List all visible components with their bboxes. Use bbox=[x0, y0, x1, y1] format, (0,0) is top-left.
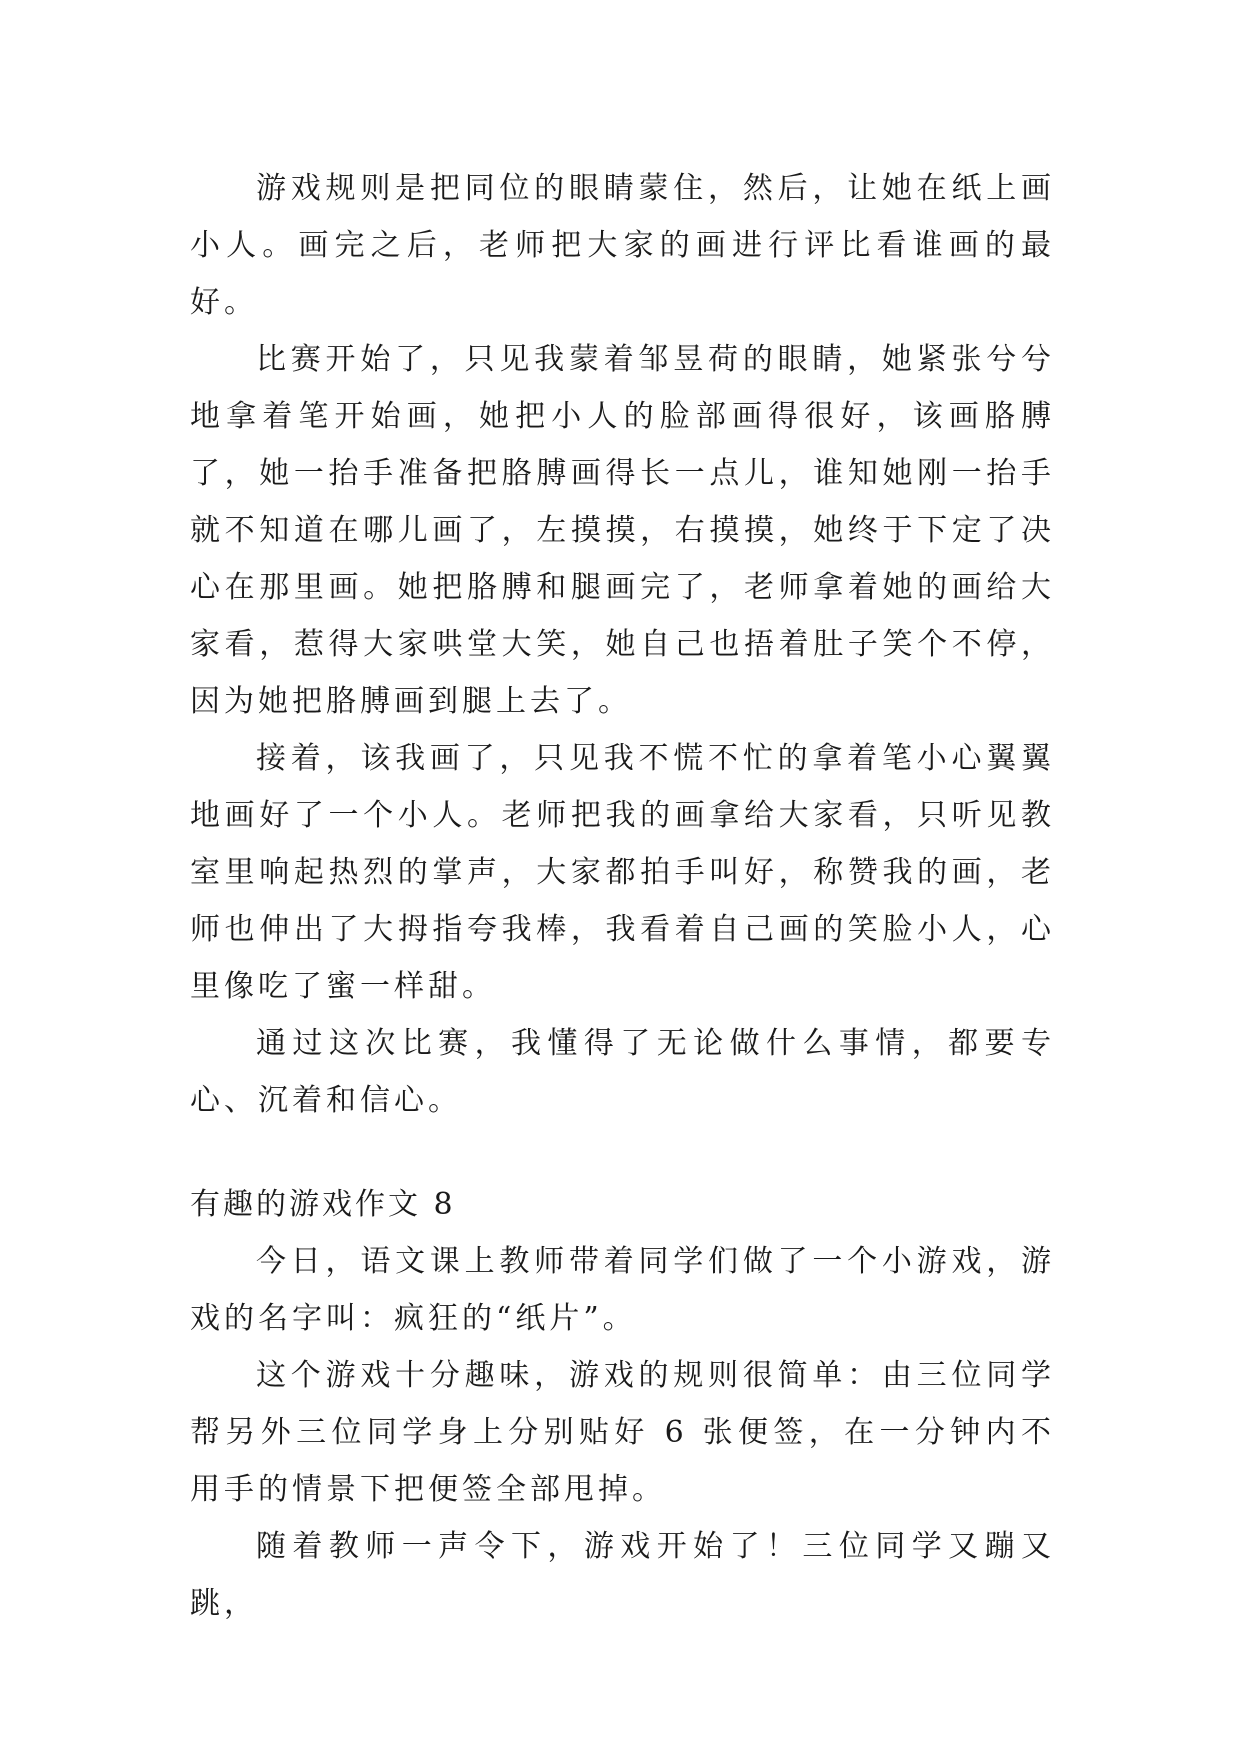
paragraph-game-begins: 随着教师一声令下，游戏开始了！三位同学又蹦又跳， bbox=[190, 1529, 1055, 1621]
paragraph-today: 今日，语文课上教师带着同学们做了一个小游戏，游戏的名字叫：疯狂的“纸片”。 bbox=[190, 1244, 1055, 1336]
paragraph-competition-start: 比赛开始了，只见我蒙着邹昱荷的眼睛，她紧张兮兮地拿着笔开始画，她把小人的脸部画得很好，该画胳膊了，她一抬手准备把胳膊画得长一点儿，谁知她刚一抬手就不知道在哪儿画了，左摸摸，右摸摸，她终于下定了决心在那里画。她把胳膊和腿画完了，老师拿着她的画给大家看，惹得大家哄堂大笑，她自己也捂着肚子笑个不停，因为她把胳膊画到腿上去了。 bbox=[190, 342, 1055, 719]
document-body bbox=[190, 160, 1055, 1632]
paragraph-game-description: 这个游戏十分趣味，游戏的规则很简单：由三位同学帮另外三位同学身上分别贴好 6 张便签，在一分钟内不用手的情景下把便签全部甩掉。 bbox=[190, 1358, 1055, 1507]
paragraph-game-rules: 游戏规则是把同位的眼睛蒙住，然后，让她在纸上画小人。画完之后，老师把大家的画进行评比看谁画的最好。 bbox=[190, 171, 1055, 320]
paragraph-my-turn: 接着，该我画了，只见我不慌不忙的拿着笔小心翼翼地画好了一个小人。老师把我的画拿给大家看，只听见教室里响起热烈的掌声，大家都拍手叫好，称赞我的画，老师也伸出了大拇指夸我棒，我看着自己画的笑脸小人，心里像吃了蜜一样甜。 bbox=[190, 741, 1055, 1004]
paragraph-conclusion: 通过这次比赛，我懂得了无论做什么事情，都要专心、沉着和信心。 bbox=[190, 1026, 1055, 1118]
section-title: 有趣的游戏作文 8 bbox=[190, 1187, 456, 1222]
